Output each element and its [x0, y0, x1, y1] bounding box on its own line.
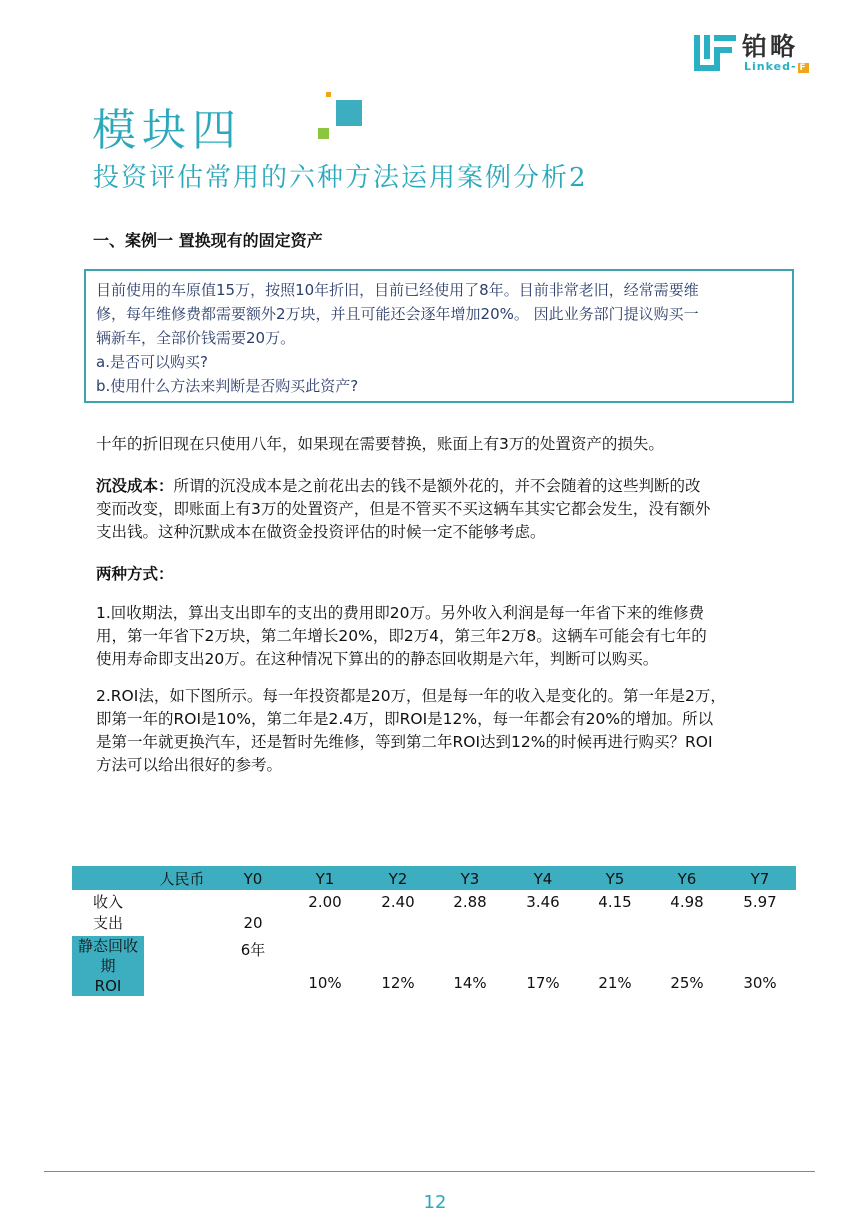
row-label-roi: ROI [72, 976, 144, 996]
logo-name-cn: 铂略 [742, 32, 799, 61]
expense-value: 20 [243, 914, 263, 932]
header-year: Y0 [243, 870, 263, 888]
module-title: 模块四 [92, 105, 242, 156]
header-year: Y7 [750, 870, 770, 888]
income-value: 3.46 [526, 893, 560, 911]
paragraph-text: 方法可以给出很好的参考。 [96, 756, 283, 774]
paragraph-text: 2.ROI法，如下图所示。每一年投资都是20万，但是每一年的收入是变化的。第一年是2万， [96, 687, 726, 705]
logo-name-en: Linked- F [744, 60, 807, 73]
paragraph-text: 用，第一年省下2万块，第二年增长20%，即2万4，第三年2万8。这辆车可能会有七年的 [96, 627, 707, 645]
case-question-b: b.使用什么方法来判断是否购买此资产? [96, 377, 359, 395]
method2-paragraph [96, 685, 796, 777]
deco-square-teal [336, 100, 362, 126]
logo-mark-icon [694, 35, 736, 71]
header-year: Y2 [388, 870, 408, 888]
case-line: 辆新车，全部价钱需要20万。 [96, 329, 296, 347]
row-label-expense: 支出 [92, 914, 123, 932]
income-value: 4.98 [670, 893, 704, 911]
sunk-cost-paragraph [96, 475, 796, 544]
header-year: Y4 [533, 870, 553, 888]
row-label-income: 收入 [92, 893, 123, 911]
paragraph-text: 是第一年就更换汽车，还是暂时先维修，等到第二年ROI达到12%的时候再进行购买？ROI [96, 733, 713, 751]
roi-value: 17% [526, 974, 560, 992]
income-value: 2.00 [308, 893, 342, 911]
case-question-a: a.是否可以购买? [96, 353, 208, 371]
deco-square-green [318, 128, 329, 139]
paragraph-text: 支出钱。这种沉默成本在做资金投资评估的时候一定不能够考虑。 [96, 523, 546, 541]
paragraph-text: 即第一年的ROI是10%，第二年是2.4万，即ROI是12%，每一年都会有20%的增加。所以 [96, 710, 714, 728]
roi-value: 10% [308, 974, 342, 992]
header-year: Y1 [315, 870, 335, 888]
module-subtitle: 投资评估常用的六种方法运用案例分析2 [93, 163, 588, 193]
header-year: Y5 [605, 870, 625, 888]
income-value: 4.15 [598, 893, 632, 911]
paragraph-text: 所谓的沉没成本是之前花出去的钱不是额外花的，并不会随着的这些判断的改 [173, 477, 701, 495]
paragraph-text: 1.回收期法，算出支出即车的支出的费用即20万。另外收入利润是每一年省下来的维修费 [96, 604, 705, 622]
header-year: Y6 [677, 870, 697, 888]
header-year: Y3 [460, 870, 480, 888]
paragraph-text: 变而改变，即账面上有3万的处置资产，但是不管买不买这辆车其实它都会发生，没有额外 [96, 500, 711, 518]
paragraph-text: 使用寿命即支出20万。在这种情况下算出的的静态回收期是六年，判断可以购买。 [96, 650, 659, 668]
case-box [84, 269, 794, 403]
payback-value: 6年 [240, 941, 266, 959]
row-label-payback [72, 936, 144, 976]
two-methods-heading: 两种方式： [96, 565, 174, 583]
roi-table [72, 866, 796, 996]
roi-value: 30% [743, 974, 777, 992]
income-value: 5.97 [743, 893, 777, 911]
depreciation-paragraph [96, 433, 796, 456]
case-line: 目前使用的车原值15万，按照10年折旧，目前已经使用了8年。目前非常老旧，经常需要维 [96, 281, 699, 299]
page-number: 12 [423, 1192, 447, 1213]
section-heading: 一、案例一 置换现有的固定资产 [93, 231, 323, 250]
case-line: 修，每年维修费都需要额外2万块，并且可能还会逐年增加20%。 因此业务部门提议购买一 [96, 305, 699, 323]
logo-badge: F [799, 63, 807, 73]
roi-value: 14% [453, 974, 487, 992]
roi-value: 21% [598, 974, 632, 992]
income-value: 2.88 [453, 893, 487, 911]
deco-square-orange [326, 92, 331, 97]
paragraph-text: 十年的折旧现在只使用八年，如果现在需要替换，账面上有3万的处置资产的损失。 [96, 435, 664, 453]
method1-paragraph [96, 602, 796, 671]
footer-divider [44, 1171, 815, 1172]
income-value: 2.40 [381, 893, 415, 911]
roi-value: 12% [381, 974, 415, 992]
sunk-cost-term: 沉没成本： [96, 477, 174, 495]
row-label-text: 期 [100, 957, 116, 975]
row-label-text: 静态回收 [77, 937, 138, 955]
header-currency: 人民币 [159, 870, 205, 888]
roi-value: 25% [670, 974, 704, 992]
